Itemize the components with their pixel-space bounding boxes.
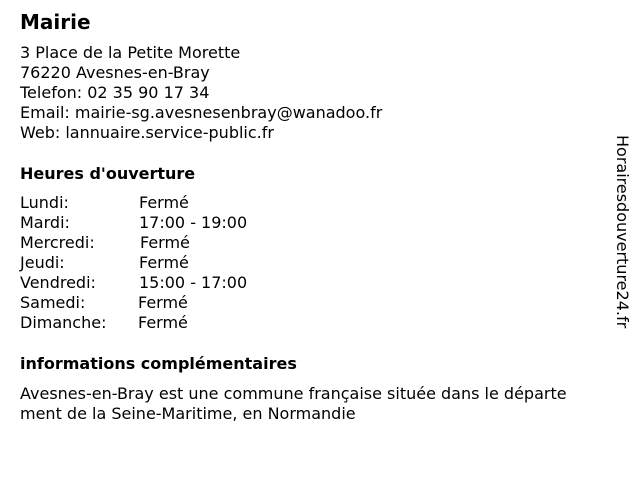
day-label: Lundi: xyxy=(20,193,69,212)
day-label: Dimanche: xyxy=(20,313,107,332)
hours-value: Fermé xyxy=(139,193,189,212)
hours-value: 15:00 - 17:00 xyxy=(139,273,248,292)
day-label: Vendredi: xyxy=(20,273,96,292)
description-line: Avesnes-en-Bray est une commune française située dans le départe xyxy=(20,384,567,403)
opening-hours-table xyxy=(20,193,320,333)
day-label: Jeudi: xyxy=(20,253,65,272)
hours-row-tuesday xyxy=(20,213,320,233)
street-address: 3 Place de la Petite Morette xyxy=(20,43,241,62)
phone-line: Telefon: 02 35 90 17 34 xyxy=(20,83,210,102)
info-heading: informations complémentaires xyxy=(20,354,297,373)
hours-value: Fermé xyxy=(140,233,190,252)
day-label: Mardi: xyxy=(20,213,70,232)
hours-heading: Heures d'ouverture xyxy=(20,164,196,183)
city-address: 76220 Avesnes-en-Bray xyxy=(20,63,210,82)
hours-row-wednesday xyxy=(20,233,320,253)
hours-value: Fermé xyxy=(138,293,188,312)
hours-value: Fermé xyxy=(139,253,189,272)
hours-row-saturday xyxy=(20,293,320,313)
hours-value: 17:00 - 19:00 xyxy=(139,213,248,232)
description-text xyxy=(20,384,620,424)
web-line: Web: lannuaire.service-public.fr xyxy=(20,123,274,142)
day-label: Samedi: xyxy=(20,293,86,312)
email-line: Email: mairie-sg.avesnesenbray@wanadoo.fr xyxy=(20,103,383,122)
hours-value: Fermé xyxy=(138,313,188,332)
site-watermark: Horairesdouverture24.fr xyxy=(613,135,632,329)
hours-row-thursday xyxy=(20,253,320,273)
page-title: Mairie xyxy=(20,10,91,34)
day-label: Mercredi: xyxy=(20,233,95,252)
description-line: ment de la Seine-Maritime, en Normandie xyxy=(20,404,356,423)
address-block xyxy=(20,43,382,143)
hours-row-monday xyxy=(20,193,320,213)
hours-row-friday xyxy=(20,273,320,293)
hours-row-sunday xyxy=(20,313,320,333)
